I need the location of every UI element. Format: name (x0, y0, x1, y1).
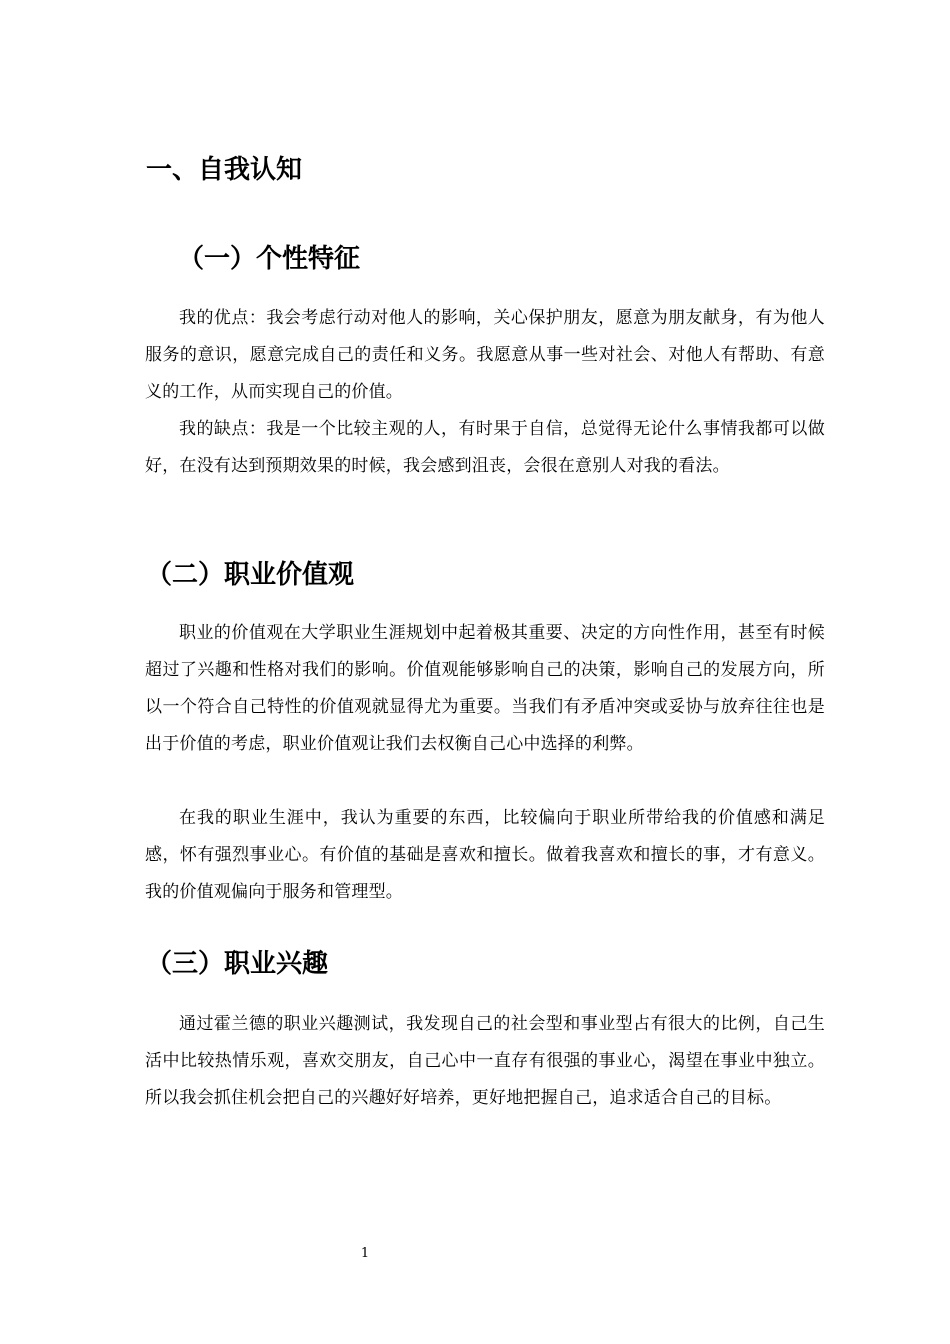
page-number: 1 (360, 1246, 370, 1261)
subsection-heading-career-interests: （三）职业兴趣 (146, 949, 329, 979)
paragraph-weaknesses: 我的缺点：我是一个比较主观的人，有时果于自信，总觉得无论什么事情我都可以做好，在没有达到预期效果的时候，我会感到沮丧，会很在意别人对我的看法。 (145, 419, 825, 476)
section-title: 一、自我认知 (146, 155, 303, 185)
paragraph-strengths: 我的优点：我会考虑行动对他人的影响，关心保护朋友，愿意为朋友献身，有为他人服务的意识，愿意完成自己的责任和义务。我愿意从事一些对社会、对他人有帮助、有意义的工作，从而实现自己的价值。 (145, 308, 825, 402)
paragraph-interests: 通过霍兰德的职业兴趣测试，我发现自己的社会型和事业型占有很大的比例，自己生活中比较热情乐观，喜欢交朋友，自己心中一直存有很强的事业心，渴望在事业中独立。所以我会抓住机会把自己的兴趣好好培养，更好地把握自己，追求适合自己的目标。 (145, 1014, 825, 1108)
subsection-heading-career-values: （二）职业价值观 (146, 560, 355, 590)
subsection-heading-personality: （一）个性特征 (178, 244, 361, 274)
paragraph-personal-values: 在我的职业生涯中，我认为重要的东西，比较偏向于职业所带给我的价值感和满足感，怀有强烈事业心。有价值的基础是喜欢和擅长。做着我喜欢和擅长的事，才有意义。我的价值观偏向于服务和管理型。 (145, 808, 825, 902)
paragraph-values-overview: 职业的价值观在大学职业生涯规划中起着极其重要、决定的方向性作用，甚至有时候超过了兴趣和性格对我们的影响。价值观能够影响自己的决策，影响自己的发展方向，所以一个符合自己特性的价值观就显得尤为重要。当我们有矛盾冲突或妥协与放弃往往也是出于价值的考虑，职业价值观让我们去权衡自己心中选择的利弊。 (145, 623, 825, 754)
